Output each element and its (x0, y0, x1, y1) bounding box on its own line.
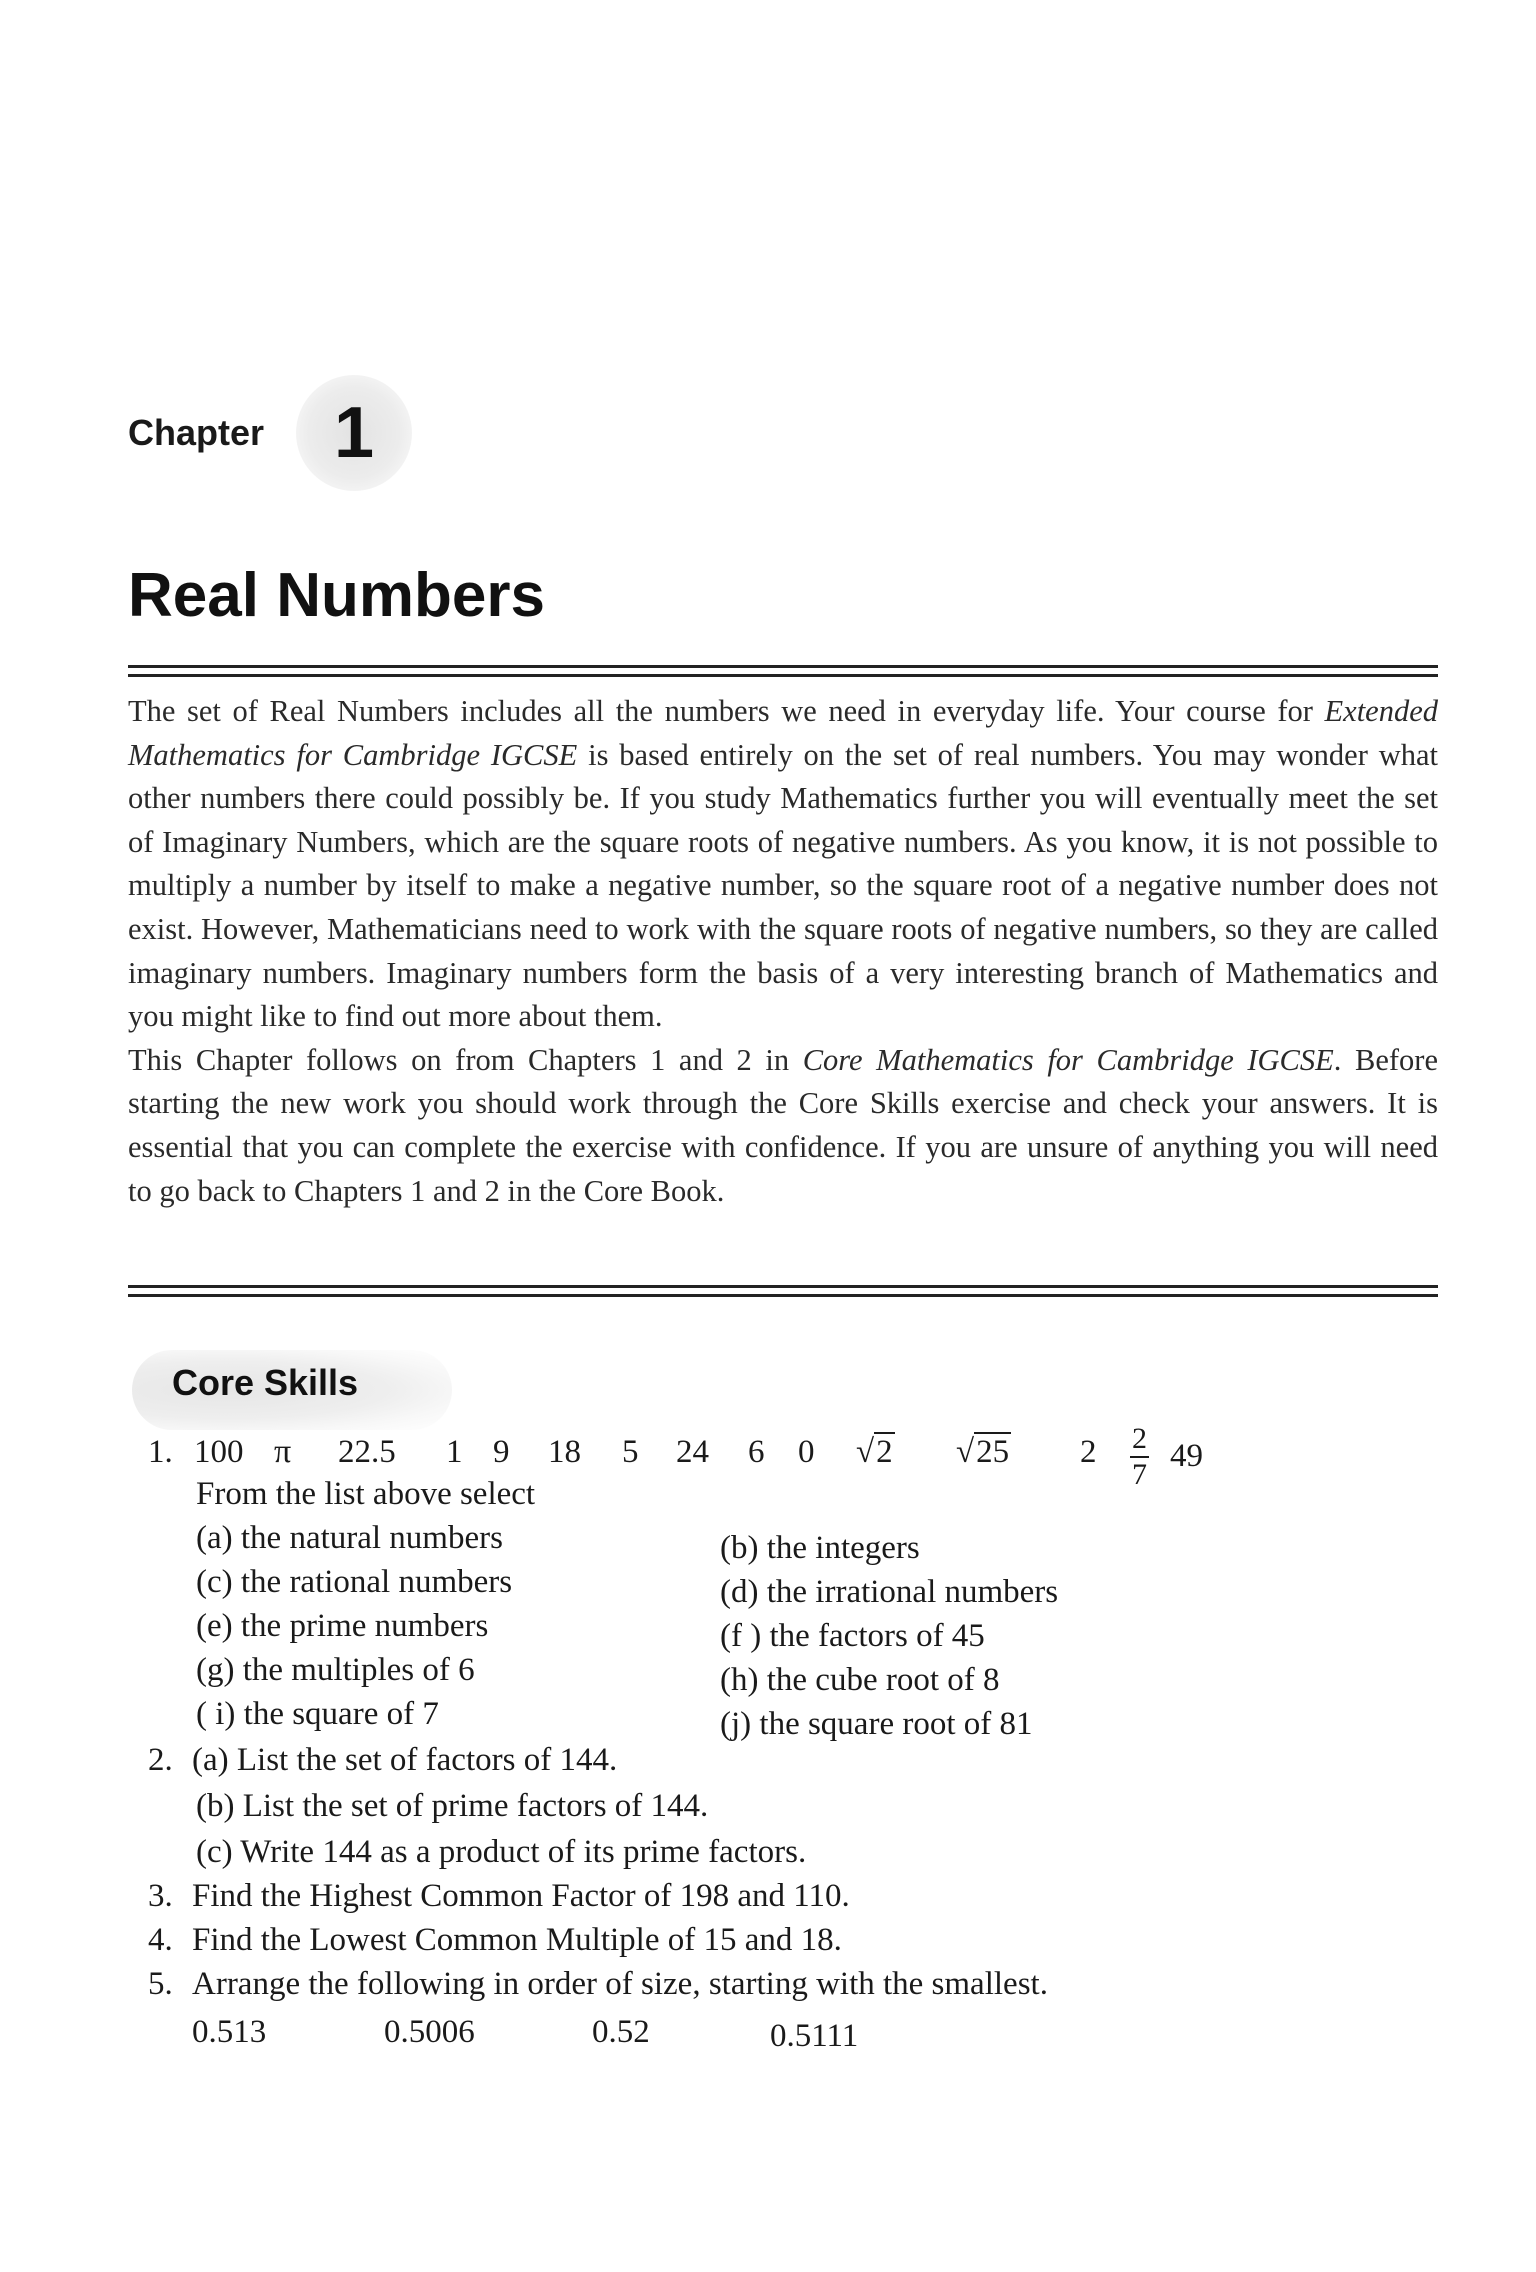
chapter-number: 1 (334, 393, 375, 473)
sqrt-sign: √ (856, 1434, 875, 1470)
q1-number-list (148, 1422, 1203, 1491)
q2-part-b: (b) List the set of prime factors of 144. (196, 1788, 709, 1824)
list-item: 9 (493, 1434, 510, 1470)
fraction-numerator: 2 (1130, 1424, 1149, 1458)
intro-p2-end: . Before starting the new work you should work through the Core Skills exercise and check your answers. It is essential that you can complete the exercise with confidence. If you are unsure of anything you will need to go back to Chapters 1 and 2 in the Core Book. (128, 1042, 1438, 1208)
list-item: π (274, 1433, 292, 1470)
list-item: 0 (798, 1434, 815, 1470)
list-item: 18 (548, 1434, 581, 1470)
sqrt-sign: √ (956, 1434, 975, 1470)
q1-part-h: (h) the cube root of 8 (720, 1662, 1000, 1698)
q1-part-a: (a) the natural numbers (196, 1520, 503, 1556)
fraction-denominator: 7 (1132, 1458, 1147, 1491)
list-item: 22.5 (338, 1434, 396, 1470)
q1-instruction: From the list above select (196, 1476, 536, 1512)
list-item: 49 (1170, 1438, 1203, 1474)
q1-part-j: (j) the square root of 81 (720, 1706, 1033, 1742)
q5-text: Arrange the following in order of size, starting with the smallest. (192, 1966, 1048, 2002)
core-skills-heading: Core Skills (172, 1362, 359, 1403)
intro-text (128, 690, 1438, 1213)
q2-number: 2. (148, 1742, 173, 1778)
q1-part-f: (f ) the factors of 45 (720, 1618, 985, 1654)
q2-part-a: (a) List the set of factors of 144. (192, 1742, 618, 1778)
intro-p1-book-title: Extended Mathematics for Cambridge IGCSE (128, 694, 1438, 772)
q1-part-b: (b) the integers (720, 1530, 920, 1566)
intro-paragraph-2 (128, 1039, 1438, 1213)
q3-number: 3. (148, 1878, 173, 1914)
intro-p2-start: This Chapter follows on from Chapters 1 and 2 in (128, 1042, 803, 1077)
q3-text: Find the Highest Common Factor of 198 and 110. (192, 1878, 850, 1914)
q1-part-c: (c) the rational numbers (196, 1564, 513, 1600)
radicand: 25 (976, 1434, 1010, 1470)
q1-part-e: (e) the prime numbers (196, 1608, 489, 1644)
q5-value: 0.513 (192, 2014, 267, 2050)
q1-number: 1. (148, 1434, 173, 1470)
list-item-sqrt-2 (856, 1432, 895, 1472)
top-double-rule (128, 665, 1438, 677)
chapter-number-badge (296, 375, 412, 491)
q1-part-i: ( i) the square of 7 (196, 1696, 439, 1732)
q4-number: 4. (148, 1922, 173, 1958)
intro-p1-start: The set of Real Numbers includes all the numbers we need in everyday life. Your course for (128, 694, 1325, 728)
q5-value: 0.52 (592, 2014, 650, 2050)
radicand: 2 (876, 1434, 893, 1470)
intro-p1-end: is based entirely on the set of real numbers. You may wonder what other numbers there could possibly be. If you study Mathematics further you will eventually meet the set of Imaginary Numbers, which are the square roots of negative numbers. As you know, it is not possible to multiply a number by itself to make a negative number, so the square root of a negative number does not exist. However, Mathematicians need to work with the square roots of negative numbers, so they are called imaginary numbers. Imaginary numbers form the basis of a very interesting branch of Mathematics and you might like to find out more about them. (128, 737, 1438, 1034)
list-item: 24 (676, 1434, 709, 1470)
list-item: 6 (748, 1434, 765, 1470)
q1-part-g: (g) the multiples of 6 (196, 1652, 475, 1688)
q5-value: 0.5006 (384, 2014, 475, 2050)
list-item: 2 (1080, 1434, 1097, 1470)
list-item: 100 (194, 1434, 244, 1470)
q2-part-c: (c) Write 144 as a product of its prime factors. (196, 1834, 807, 1870)
q4-text: Find the Lowest Common Multiple of 15 and 18. (192, 1922, 842, 1958)
list-item: 1 (446, 1434, 463, 1470)
chapter-header (128, 375, 412, 491)
bottom-double-rule (128, 1285, 1438, 1297)
intro-p2-book-title: Core Mathematics for Cambridge IGCSE (802, 1042, 1334, 1077)
list-item-sqrt-25 (956, 1432, 1011, 1472)
q5-value: 0.5111 (770, 2018, 859, 2054)
page-title: Real Numbers (128, 561, 545, 630)
list-item-fraction (1130, 1424, 1149, 1490)
list-item: 5 (622, 1434, 639, 1470)
intro-paragraph-1 (128, 690, 1438, 1039)
q1-part-d: (d) the irrational numbers (720, 1574, 1059, 1610)
chapter-label: Chapter (128, 412, 265, 453)
q5-number: 5. (148, 1966, 173, 2002)
